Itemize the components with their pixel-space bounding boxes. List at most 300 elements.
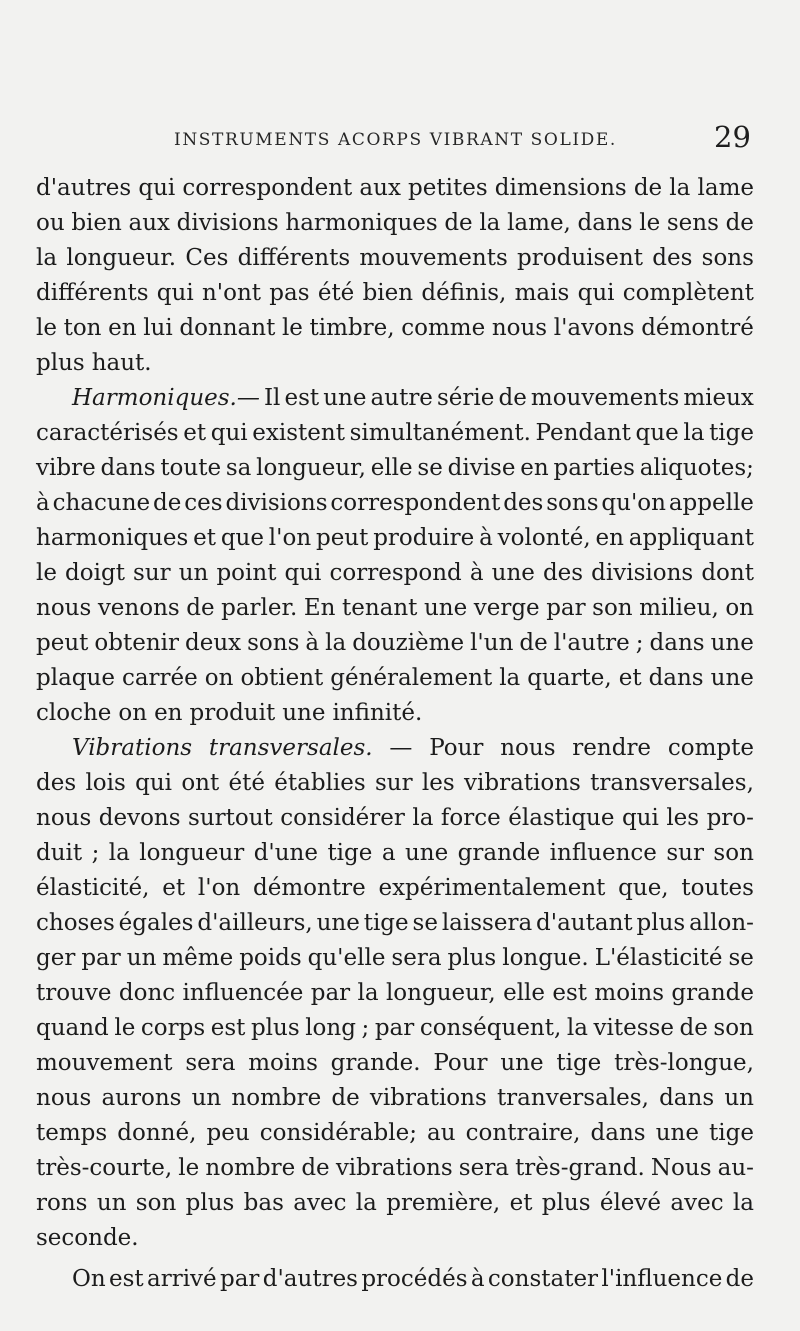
word: donné, <box>117 1120 197 1146</box>
word: de <box>301 1155 330 1181</box>
text-line <box>36 661 754 696</box>
word: dont <box>701 560 754 586</box>
word: influence <box>549 840 657 866</box>
word: aux <box>359 175 401 201</box>
word: une <box>710 665 754 691</box>
text-line <box>36 241 754 276</box>
word: avec <box>293 1190 347 1216</box>
word: parties <box>553 455 635 481</box>
word: nombre <box>205 1155 296 1181</box>
word: et <box>162 875 186 901</box>
word: verge <box>473 595 540 621</box>
word: divise <box>447 455 516 481</box>
word: toute <box>160 455 222 481</box>
word: conséquent, <box>419 1015 562 1041</box>
word: de <box>679 1015 708 1041</box>
word: dans <box>590 1120 646 1146</box>
word: choses <box>36 910 115 936</box>
word: sera <box>185 1050 236 1076</box>
word: elle <box>503 980 546 1006</box>
text-line <box>36 486 754 521</box>
word: divisions <box>176 210 279 236</box>
word: toutes <box>681 875 754 901</box>
word: pro- <box>706 805 754 831</box>
word: des <box>652 245 693 271</box>
word: la <box>412 805 434 831</box>
word: plus <box>185 1190 235 1216</box>
word: le <box>281 315 303 341</box>
text-line <box>36 1221 754 1256</box>
word: la <box>566 1015 588 1041</box>
text-line <box>36 591 754 626</box>
word: dimensions <box>494 175 627 201</box>
word: produire <box>373 525 475 551</box>
word: ger <box>36 945 76 971</box>
word: plaque <box>36 665 115 691</box>
text-line <box>36 1151 754 1186</box>
word: que, <box>618 875 669 901</box>
word: tige <box>327 840 373 866</box>
word: un <box>724 1085 754 1111</box>
word: grande <box>671 980 754 1006</box>
word: l'avons <box>553 315 635 341</box>
word: qui <box>284 560 322 586</box>
text-line <box>36 311 754 346</box>
word: nous <box>500 735 556 761</box>
word: peut <box>315 525 369 551</box>
word: son <box>713 1015 754 1041</box>
word: comme <box>401 315 486 341</box>
word: on <box>118 700 148 726</box>
word: par <box>220 1266 260 1292</box>
text-line <box>36 1116 754 1151</box>
word: considérer <box>280 805 405 831</box>
word: rons <box>36 1190 88 1216</box>
word: nous <box>36 595 92 621</box>
word: au- <box>717 1155 754 1181</box>
word: peu <box>206 1120 250 1146</box>
word: lame, <box>507 210 571 236</box>
word: son <box>713 840 754 866</box>
word: En <box>303 595 336 621</box>
word: sens <box>666 210 719 236</box>
word: une <box>500 1050 544 1076</box>
word: les <box>666 805 700 831</box>
word: très-courte, <box>36 1155 173 1181</box>
word: douzième <box>352 630 465 656</box>
word: surtout <box>188 805 273 831</box>
word: de <box>633 175 663 201</box>
word: élastique <box>508 805 615 831</box>
word: simultanément. <box>349 420 531 446</box>
word: nombre <box>231 1085 322 1111</box>
word: des <box>503 490 544 516</box>
page-header <box>0 120 800 160</box>
word: arrivé <box>147 1266 217 1292</box>
word: bien <box>362 280 414 306</box>
word: Pendant <box>535 420 631 446</box>
word: qui <box>210 420 248 446</box>
word: quarte, <box>527 665 612 691</box>
text-line <box>36 871 754 906</box>
word: harmoniques <box>285 210 438 236</box>
word: des <box>36 770 77 796</box>
word: peut <box>36 630 89 656</box>
word: la <box>499 665 521 691</box>
word: démontre <box>253 875 366 901</box>
word: caractérisés <box>36 420 179 446</box>
word: duit <box>36 840 83 866</box>
word: nous <box>491 315 548 341</box>
word: première, <box>386 1190 501 1216</box>
word: seconde. <box>36 1225 139 1251</box>
word: de <box>725 1266 754 1292</box>
word: sons <box>546 490 599 516</box>
text-line <box>36 1262 754 1297</box>
word: la <box>669 175 691 201</box>
word: des <box>542 560 584 586</box>
word: appelle <box>668 490 754 516</box>
word: un <box>96 1190 127 1216</box>
word: doigt <box>65 560 125 586</box>
word: mouvements <box>359 245 508 271</box>
word: mouvements <box>530 385 680 411</box>
word: et <box>183 420 207 446</box>
word: compte <box>667 735 754 761</box>
word: correspondent <box>330 490 501 516</box>
text-line <box>36 976 754 1011</box>
word: divisions <box>225 490 328 516</box>
word: obtient <box>240 665 324 691</box>
word: en <box>595 525 624 551</box>
word: lui <box>143 315 173 341</box>
word: qu'elle <box>307 945 386 971</box>
word: dans <box>649 630 705 656</box>
text-line <box>36 1046 754 1081</box>
word: lame <box>697 175 754 201</box>
word: nous <box>36 1085 92 1111</box>
word: influencée <box>182 980 304 1006</box>
word: de <box>725 210 754 236</box>
word: la <box>355 1190 377 1216</box>
word: On <box>72 1266 106 1292</box>
word: par <box>81 945 121 971</box>
word: est <box>210 1015 246 1041</box>
word: ton <box>63 315 102 341</box>
word: tige <box>709 420 754 446</box>
word: une <box>491 560 535 586</box>
word: été <box>228 770 265 796</box>
word: la <box>683 420 705 446</box>
word: par <box>310 980 351 1006</box>
word: grande. <box>330 1050 421 1076</box>
word: la <box>108 840 130 866</box>
word: ont <box>181 770 220 796</box>
word: sur <box>133 560 171 586</box>
word: Vibrations <box>72 735 193 761</box>
word: poids <box>239 945 302 971</box>
word: la <box>732 1190 754 1216</box>
word: à <box>36 490 50 516</box>
text-line <box>36 346 754 381</box>
word: quand <box>36 1015 109 1041</box>
word: qui <box>577 280 615 306</box>
word: harmoniques <box>36 525 189 551</box>
word: deux <box>184 630 242 656</box>
word: ; <box>635 630 644 656</box>
word: plus <box>636 910 686 936</box>
body-text <box>36 171 754 1297</box>
word: tranversales, <box>496 1085 649 1111</box>
word: l'autre <box>553 630 630 656</box>
word: moins <box>594 980 665 1006</box>
running-title: INSTRUMENTS ACORPS VIBRANT SOLIDE. <box>174 130 617 150</box>
word: divisions <box>591 560 694 586</box>
word: une <box>710 630 754 656</box>
word: volonté, <box>497 525 591 551</box>
word: au <box>427 1120 456 1146</box>
word: elle <box>370 455 413 481</box>
word: qui <box>135 770 173 796</box>
word: de <box>331 1085 360 1111</box>
word: la <box>36 245 58 271</box>
word: — <box>389 735 413 761</box>
word: correspond <box>329 560 462 586</box>
word: aux <box>128 210 170 236</box>
word: l'on <box>197 875 241 901</box>
word: son <box>135 1190 177 1216</box>
word: vibre <box>36 455 96 481</box>
word: ; <box>361 1015 370 1041</box>
word: infinité. <box>332 700 423 726</box>
text-line <box>36 1081 754 1116</box>
word: carrée <box>121 665 198 691</box>
word: force <box>440 805 501 831</box>
word: une <box>323 385 367 411</box>
word: été <box>317 280 355 306</box>
word: le <box>36 315 57 341</box>
word: le <box>639 210 661 236</box>
word: donc <box>118 980 176 1006</box>
word: sons <box>701 245 754 271</box>
word: L'élasticité <box>594 945 723 971</box>
word: produit <box>189 700 276 726</box>
word: par <box>546 595 586 621</box>
word: sera <box>458 1155 509 1181</box>
word: que <box>220 525 264 551</box>
word: correspondent <box>182 175 353 201</box>
word: ou <box>36 210 65 236</box>
word: d'ailleurs, <box>197 910 313 936</box>
text-line <box>36 556 754 591</box>
word: mais <box>514 280 570 306</box>
word: bien <box>71 210 122 236</box>
word: vibrations <box>335 1155 453 1181</box>
word: démontré <box>641 315 754 341</box>
word: un <box>178 560 209 586</box>
word: sur <box>666 840 704 866</box>
word: différents <box>237 245 351 271</box>
word: plus <box>447 945 497 971</box>
word: d'autant <box>536 910 633 936</box>
word: le <box>178 1155 200 1181</box>
word: temps <box>36 1120 108 1146</box>
word: une <box>316 910 360 936</box>
word: définis, <box>421 280 507 306</box>
word: de <box>186 595 215 621</box>
text-line <box>36 696 754 731</box>
word: Pour <box>433 1050 488 1076</box>
word: plus <box>541 1190 591 1216</box>
word: transversales, <box>590 770 754 796</box>
word: une <box>282 700 326 726</box>
word: expérimentalement <box>378 875 606 901</box>
word: chacune <box>52 490 151 516</box>
word: long <box>305 1015 356 1041</box>
word: existent <box>252 420 345 446</box>
word: plus <box>250 1015 300 1041</box>
word: série <box>437 385 495 411</box>
word: milieu, <box>639 595 719 621</box>
word: l'un <box>470 630 514 656</box>
word: qui <box>621 805 659 831</box>
word: considérable; <box>259 1120 417 1146</box>
word: et <box>618 665 642 691</box>
word: le <box>114 1015 136 1041</box>
word: par <box>374 1015 415 1041</box>
word: Il <box>263 385 281 411</box>
text-line <box>36 801 754 836</box>
word: produisent <box>517 245 643 271</box>
word: que <box>635 420 679 446</box>
word: bas <box>243 1190 284 1216</box>
word: contraire, <box>465 1120 581 1146</box>
word: corps <box>140 1015 206 1041</box>
word: l'influence <box>601 1266 723 1292</box>
word: à <box>479 525 493 551</box>
text-line <box>36 381 754 416</box>
word: tige <box>363 910 409 936</box>
word: on <box>204 665 234 691</box>
word: une <box>423 595 468 621</box>
word: vitesse <box>593 1015 674 1041</box>
word: cloche <box>36 700 112 726</box>
word: tige <box>556 1050 602 1076</box>
word: en <box>154 700 183 726</box>
word: sa <box>225 455 252 481</box>
word: est <box>109 1266 144 1292</box>
word: longueur, <box>385 980 496 1006</box>
word: très-longue, <box>614 1050 754 1076</box>
word: sera <box>391 945 442 971</box>
text-line <box>36 626 754 661</box>
text-line <box>36 451 754 486</box>
word: allon- <box>689 910 754 936</box>
word: on <box>725 595 754 621</box>
word: se <box>728 945 754 971</box>
word: en <box>108 315 137 341</box>
word: à <box>469 560 484 586</box>
text-line <box>36 206 754 241</box>
word: sur <box>375 770 413 796</box>
word: parler. <box>221 595 298 621</box>
word: lois <box>85 770 126 796</box>
word: très-grand. <box>515 1155 645 1181</box>
word: mieux <box>683 385 754 411</box>
word: longue. <box>502 945 589 971</box>
word: de <box>153 490 182 516</box>
word: généralement <box>330 665 493 691</box>
word: un <box>126 945 157 971</box>
word: haut. <box>91 350 152 376</box>
word: autre <box>370 385 433 411</box>
word: complètent <box>622 280 754 306</box>
word: qui <box>156 280 194 306</box>
word: de <box>519 630 548 656</box>
word: même <box>162 945 234 971</box>
word: la <box>479 210 501 236</box>
word: a <box>381 840 396 866</box>
word: venons <box>97 595 180 621</box>
word: ; <box>91 840 100 866</box>
word: vibrations <box>369 1085 487 1111</box>
word: les <box>421 770 455 796</box>
word: appliquant <box>628 525 754 551</box>
text-line <box>36 836 754 871</box>
word: d'une <box>253 840 318 866</box>
word: élevé <box>599 1190 662 1216</box>
text-line <box>36 1186 754 1221</box>
word: à <box>470 1266 485 1292</box>
word: aurons <box>101 1085 182 1111</box>
word: et <box>193 525 216 551</box>
word: d'autres <box>36 175 132 201</box>
word: point <box>216 560 277 586</box>
word: moins <box>248 1050 318 1076</box>
word: son <box>592 595 633 621</box>
word: est <box>552 980 588 1006</box>
word: tenant <box>341 595 418 621</box>
word: une <box>404 840 449 866</box>
word: mouvement <box>36 1050 173 1076</box>
text-line <box>36 171 754 206</box>
word: différents <box>36 280 149 306</box>
word: l'on <box>268 525 312 551</box>
text-line <box>36 941 754 976</box>
word: Nous <box>650 1155 712 1181</box>
word: nous <box>36 805 92 831</box>
word: d'autres <box>262 1266 358 1292</box>
word: devons <box>98 805 181 831</box>
word: établies <box>274 770 366 796</box>
word: qui <box>138 175 176 201</box>
word: grande <box>457 840 541 866</box>
page-number: 29 <box>714 120 751 154</box>
word: obtenir <box>94 630 179 656</box>
word: aliquotes; <box>639 455 754 481</box>
word: transversales. <box>208 735 373 761</box>
word: Pour <box>429 735 484 761</box>
word: vibrations <box>464 770 581 796</box>
word: sons <box>247 630 300 656</box>
text-line <box>36 1011 754 1046</box>
word: trouve <box>36 980 112 1006</box>
word: une <box>655 1120 699 1146</box>
word: petites <box>408 175 488 201</box>
text-line <box>36 276 754 311</box>
word: se <box>412 910 438 936</box>
word: constater <box>487 1266 599 1292</box>
